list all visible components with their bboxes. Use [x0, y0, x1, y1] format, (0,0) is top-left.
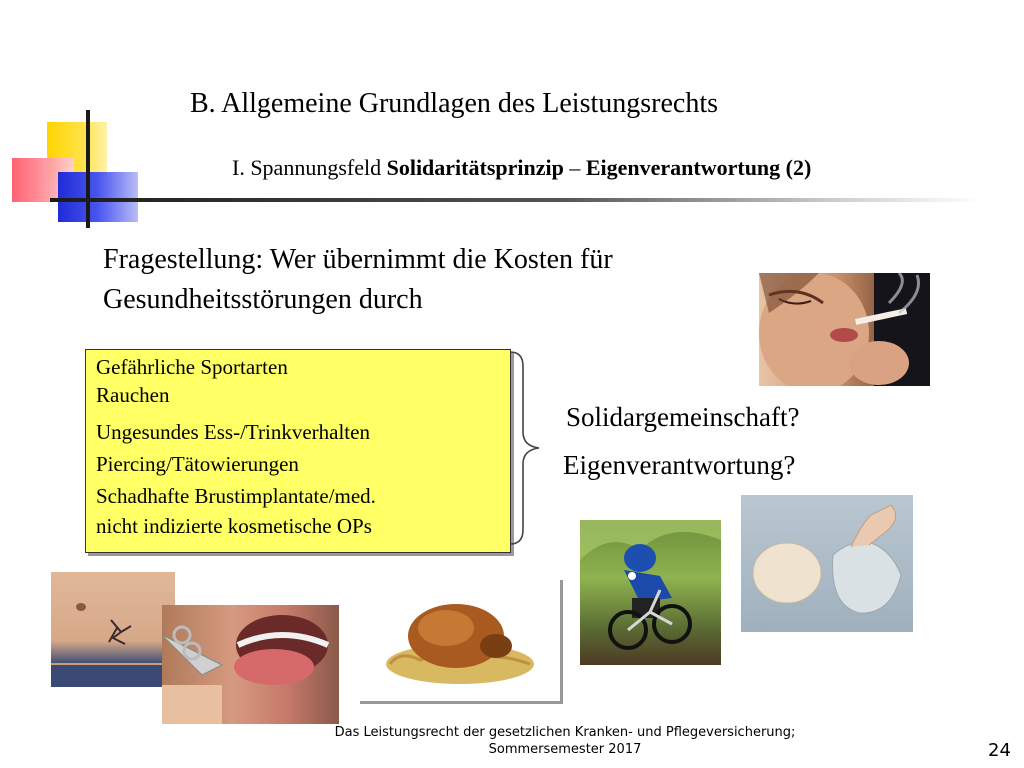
breast-implant-image	[741, 495, 913, 632]
tongue-piercing-image	[162, 605, 339, 724]
pork-knuckle-image	[360, 580, 563, 704]
option-own-responsibility: Eigenverantwortung?	[563, 450, 796, 480]
footer-text	[320, 724, 810, 758]
curly-brace	[505, 350, 555, 546]
subtitle-prefix: I. Spannungsfeld	[232, 155, 387, 180]
title-underline	[50, 198, 980, 202]
footer-line-1: Das Leistungsrecht der gesetzlichen Kranken- und Pflegeversicherung;	[334, 725, 796, 740]
slide-subtitle	[232, 155, 811, 181]
question-line-2: Gesundheitsstörungen durch	[103, 284, 423, 315]
list-item: Gefährliche Sportarten	[96, 355, 288, 379]
subtitle-term-solidarity: Solidaritätsprinzip	[386, 155, 564, 180]
subtitle-separator: –	[563, 155, 586, 180]
biker-illustration	[580, 520, 721, 665]
list-item: Piercing/Tätowierungen	[96, 452, 299, 476]
tattoo-image	[51, 572, 175, 687]
list-item: Schadhafte Brustimplantate/med.	[96, 484, 376, 508]
option-solidarity: Solidargemeinschaft?	[566, 402, 800, 432]
tattoo-illustration	[51, 572, 175, 687]
piercing-illustration	[162, 605, 339, 724]
subtitle-term-responsibility: Eigenverantwortung (2)	[585, 155, 812, 180]
question-text	[103, 240, 753, 320]
mountain-biker-image	[580, 520, 721, 665]
slide-title: B. Allgemeine Grundlagen des Leistungsrechts	[190, 88, 718, 119]
list-item: Rauchen	[96, 383, 170, 407]
footer-line-2: Sommersemester 2017	[488, 742, 642, 757]
list-item: Ungesundes Ess-/Trinkverhalten	[96, 420, 370, 444]
page-number: 24	[988, 740, 1011, 761]
smoking-woman-image	[759, 273, 930, 386]
logo-blue-square	[58, 172, 138, 222]
implant-illustration	[741, 495, 913, 632]
food-illustration	[360, 580, 560, 701]
smoking-illustration	[759, 273, 930, 386]
logo-vertical-line	[86, 110, 90, 228]
list-item: nicht indizierte kosmetische OPs	[96, 514, 372, 538]
question-line-1: Fragestellung: Wer übernimmt die Kosten für	[103, 244, 613, 275]
